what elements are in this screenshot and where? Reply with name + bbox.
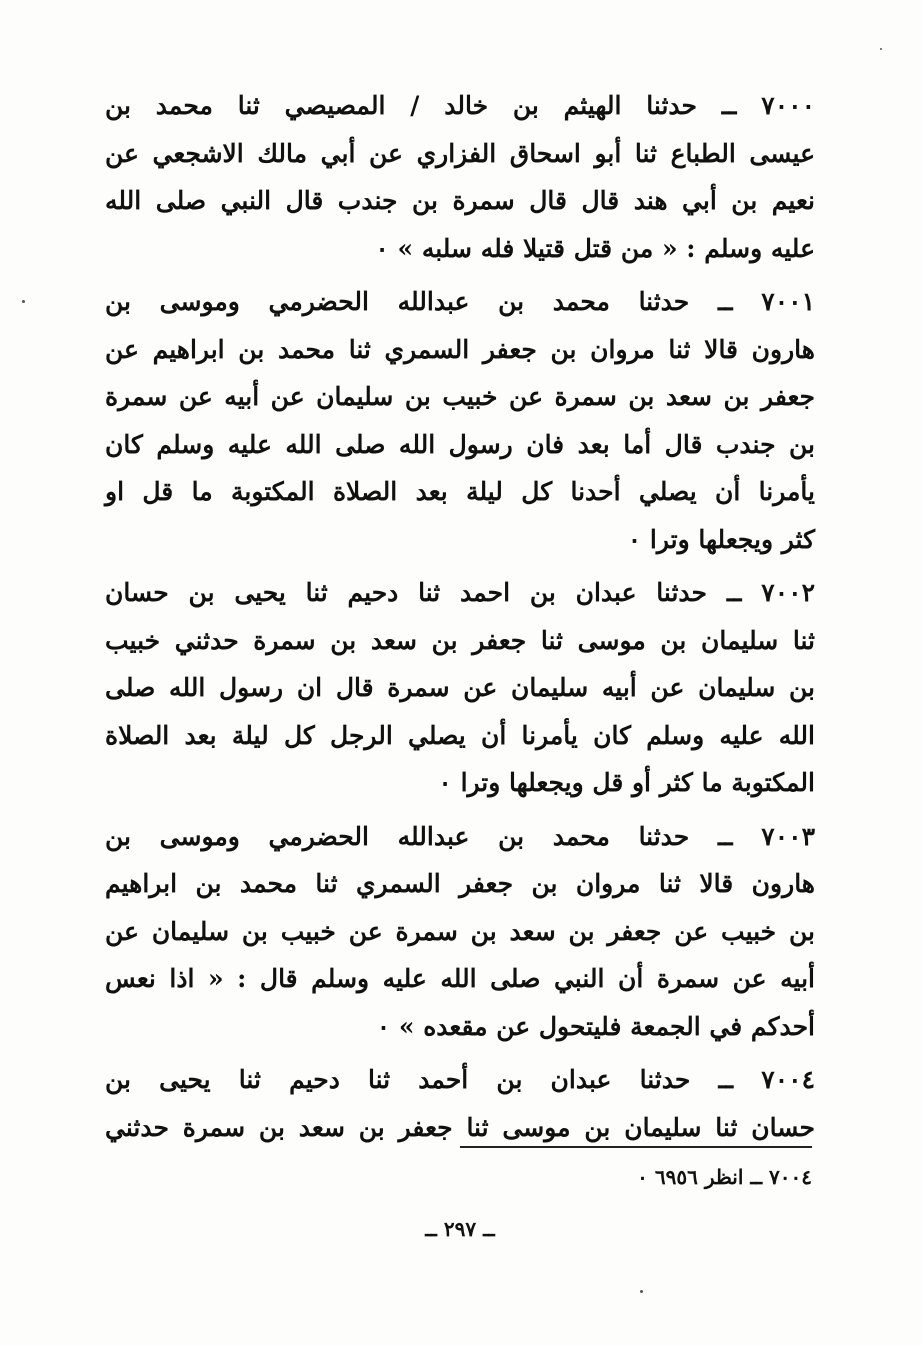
text-line: يأمرنا أن يصلي أحدنا كل ليلة بعد الصلاة المكتوبة ما قل او bbox=[105, 477, 815, 506]
text-line: نعيم بن أبي هند قال قال سمرة بن جندب قال النبي صلى الله bbox=[105, 186, 815, 215]
text-line: حسان ثنا سليمان بن موسى ثنا جعفر بن سعد بن سمرة حدثني bbox=[105, 1112, 815, 1142]
text-line: الله عليه وسلم كان يأمرنا أن يصلي الرجل كل ليلة بعد الصلاة bbox=[105, 720, 815, 750]
main-text bbox=[105, 82, 815, 1157]
text-line: جعفر بن سعد بن سمرة عن خبيب بن سليمان عن أبيه عن سمرة bbox=[105, 382, 815, 411]
footnote-divider bbox=[460, 1146, 812, 1148]
text-line: ثنا سليمان بن موسى ثنا جعفر بن سعد بن سمرة حدثني خبيب bbox=[105, 625, 815, 655]
text-line: بن خبيب عن جعفر بن سعد بن سمرة عن خبيب بن سليمان عن bbox=[105, 916, 815, 946]
text-line: ٧٠٠٣ ــ حدثنا محمد بن عبدالله الحضرمي وموسى بن bbox=[105, 821, 815, 851]
text-line: بن جندب قال أما بعد فان رسول الله صلى الله عليه وسلم كان bbox=[105, 429, 815, 459]
text-line: هارون قالا ثنا مروان بن جعفر السمري ثنا محمد بن ابراهيم عن bbox=[105, 334, 815, 364]
scan-speck bbox=[640, 1290, 643, 1293]
text-line: عيسى الطباع ثنا أبو اسحاق الفزاري عن أبي مالك الاشجعي عن bbox=[105, 138, 815, 168]
hadith-7000 bbox=[105, 82, 815, 272]
text-line: هارون قالا ثنا مروان بن جعفر السمري ثنا محمد بن ابراهيم bbox=[105, 869, 815, 898]
hadith-7001 bbox=[105, 278, 815, 563]
text-line: بن سليمان عن أبيه سليمان عن سمرة قال ان رسول الله صلى bbox=[105, 673, 815, 702]
scan-speck bbox=[22, 300, 25, 303]
text-line: ٧٠٠٤ ــ حدثنا عبدان بن أحمد ثنا دحيم ثنا يحيى بن bbox=[105, 1065, 815, 1094]
page-number: ــ ٢٩٧ ــ bbox=[425, 1217, 495, 1241]
hadith-7003 bbox=[105, 813, 815, 1051]
hadith-7004 bbox=[105, 1056, 815, 1151]
text-line: أبيه عن سمرة أن النبي صلى الله عليه وسلم قال : « اذا نعس bbox=[105, 964, 815, 993]
text-line: المكتوبة ما كثر أو قل ويجعلها وترا ٠ bbox=[438, 768, 815, 797]
text-line: أحدكم في الجمعة فليتحول عن مقعده » ٠ bbox=[376, 1011, 815, 1041]
text-line: كثر ويجعلها وترا ٠ bbox=[627, 524, 815, 554]
text-line: ٧٠٠٢ ــ حدثنا عبدان بن احمد ثنا دحيم ثنا يحيى بن حسان bbox=[105, 578, 815, 607]
hadith-7002 bbox=[105, 569, 815, 807]
text-line: عليه وسلم : « من قتل قتيلا فله سلبه » ٠ bbox=[375, 233, 815, 263]
text-line: ٧٠٠١ ــ حدثنا محمد بن عبدالله الحضرمي وموسى بن bbox=[105, 287, 815, 316]
text-line: ٧٠٠٠ ــ حدثنا الهيثم بن خالد / المصيصي ثنا محمد بن bbox=[105, 91, 815, 120]
scan-speck bbox=[880, 48, 882, 50]
footnote: ٧٠٠٤ ــ انظر ٦٩٥٦ ٠ bbox=[637, 1165, 812, 1189]
